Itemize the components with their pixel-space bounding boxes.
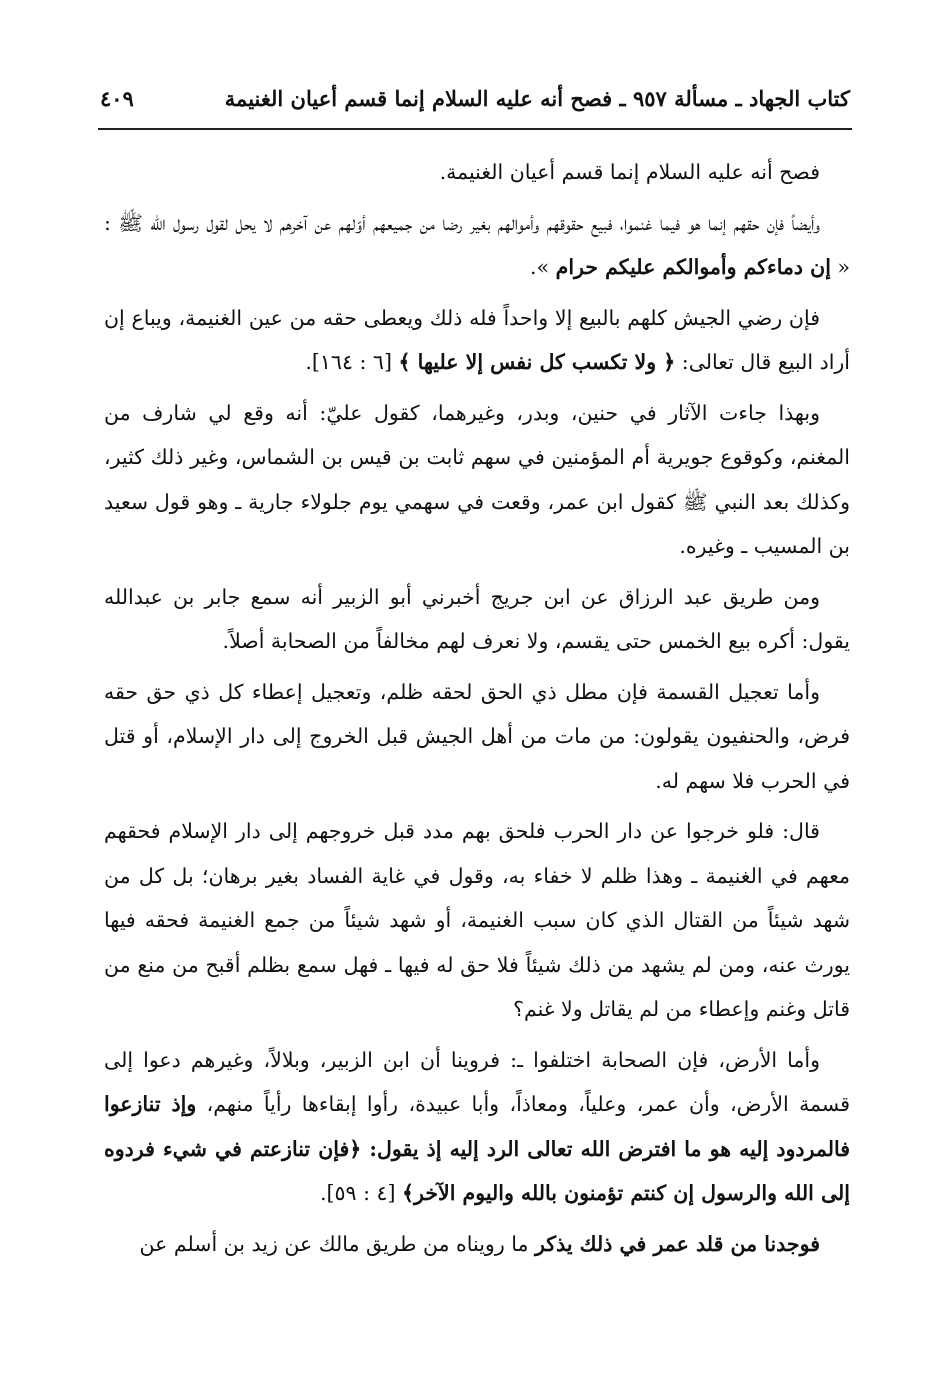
text-segment: فصح أنه عليه السلام إنما قسم أعيان الغنيمة. [439,160,820,184]
paragraph [104,1222,850,1267]
text-segment: وبهذا جاءت الآثار في حنين، وبدر، وغيرهما، كقول عليّ: أنه وقع لي شارف من المغنم، وكوقوع جويرية أم المؤمنين في سهم ثابت بن قيس بن الشماس، وغير ذلك كثير، وكذلك بعد النبي ﷺ كقول ابن عمر، وقعت في سهمي يوم جلولاء جارية ـ وهو قول سعيد بن المسيب ـ وغيره. [104,400,850,558]
paragraph [104,296,850,385]
paragraph [104,201,850,290]
bold-text-segment: إن دماءكم وأموالكم عليكم حرام [555,255,831,279]
paragraph [104,391,850,569]
text-segment: [٦ : ١٦٤]. [305,350,399,374]
paragraph [104,150,850,195]
text-segment: وأما الأرض، فإن الصحابة اختلفوا ـ: فروينا أن ابن الزبير، وبلالاً، وغيرهم دعوا إلى قسمة الأرض، وأن عمر، وعلياً، ومعاذاً، وأبا عبيدة، رأوا إبقاءها رأياً منهم، [104,1047,850,1116]
paragraph [104,1038,850,1216]
text-segment: ومن طريق عبد الرزاق عن ابن جريج أخبرني أبو الزبير أنه سمع جابر بن عبدالله يقول: أكره بيع الخمس حتى يقسم، ولا نعرف لهم مخالفاً من الصحابة أصلاً. [104,584,850,653]
bold-text-segment: وإذ تنازعوا فالمردود إليه هو ما افترض الله تعالى الرد إليه إذ يقول: ﴿فإن تنازعتم في شيء فردوه إلى الله والرسول إن كنتم تؤمنون بالله واليوم الآخر﴾ [104,1092,850,1205]
text-segment: ». [530,255,556,279]
text-segment: وأما تعجيل القسمة فإن مطل ذي الحق لحقه ظلم، وتعجيل إعطاء كل ذي حق حقه فرض، والحنفيون يقولون: من مات من أهل الجيش قبل الخروج إلى دار الإسلام، أو قتل في الحرب فلا سهم له. [104,679,850,793]
text-segment: قال: فلو خرجوا عن دار الحرب فلحق بهم مدد قبل خروجهم إلى دار الإسلام فحقهم معهم في الغنيمة ـ وهذا ظلم لا خفاء به، وقول في غاية الفساد بغير برهان؛ بل كل من شهد شيئاً من القتال الذي كان سبب الغنيمة، أو شهد شيئاً من جمع الغنيمة فحقه فيها يورث عنه، ومن لم يشهد من ذلك شيئاً فلا حق له فيها ـ فهل سمع بظلم أقبح من منع من قاتل وغنم وإعطاء من لم يقاتل ولا غنم؟ [104,819,850,1021]
paragraph [104,670,850,804]
running-header [100,78,850,118]
page-number: ٤٠٩ [100,85,134,111]
header-title: كتاب الجهاد ـ مسألة ٩٥٧ ـ فصح أنه عليه السلام إنما قسم أعيان الغنيمة [224,85,850,111]
text-segment: [٤ : ٥٩]. [320,1181,403,1205]
page-body [104,150,850,1272]
text-segment: وأيضاً فإن حقهم إنما هو فيما غنموا، فبيع حقوقهم وأموالهم بغير رضا من جميعهم أوّلهم عن آخرهم لا يحل لقول رسول الله ﷺ : « [104,210,850,279]
header-divider [98,128,852,130]
bold-text-segment: ﴿ ولا تكسب كل نفس إلا عليها ﴾ [398,350,676,374]
text-segment: ما رويناه من طريق مالك عن زيد بن أسلم عن [139,1231,535,1256]
paragraph [104,809,850,1032]
paragraph [104,575,850,664]
text-segment: فإن رضي الجيش كلهم بالبيع إلا واحداً فله ذلك ويعطى حقه من عين الغنيمة، ويباع إن أراد البيع قال تعالى: [104,305,850,374]
bold-text-segment: فوجدنا من قلد عمر في ذلك يذكر [535,1231,820,1256]
